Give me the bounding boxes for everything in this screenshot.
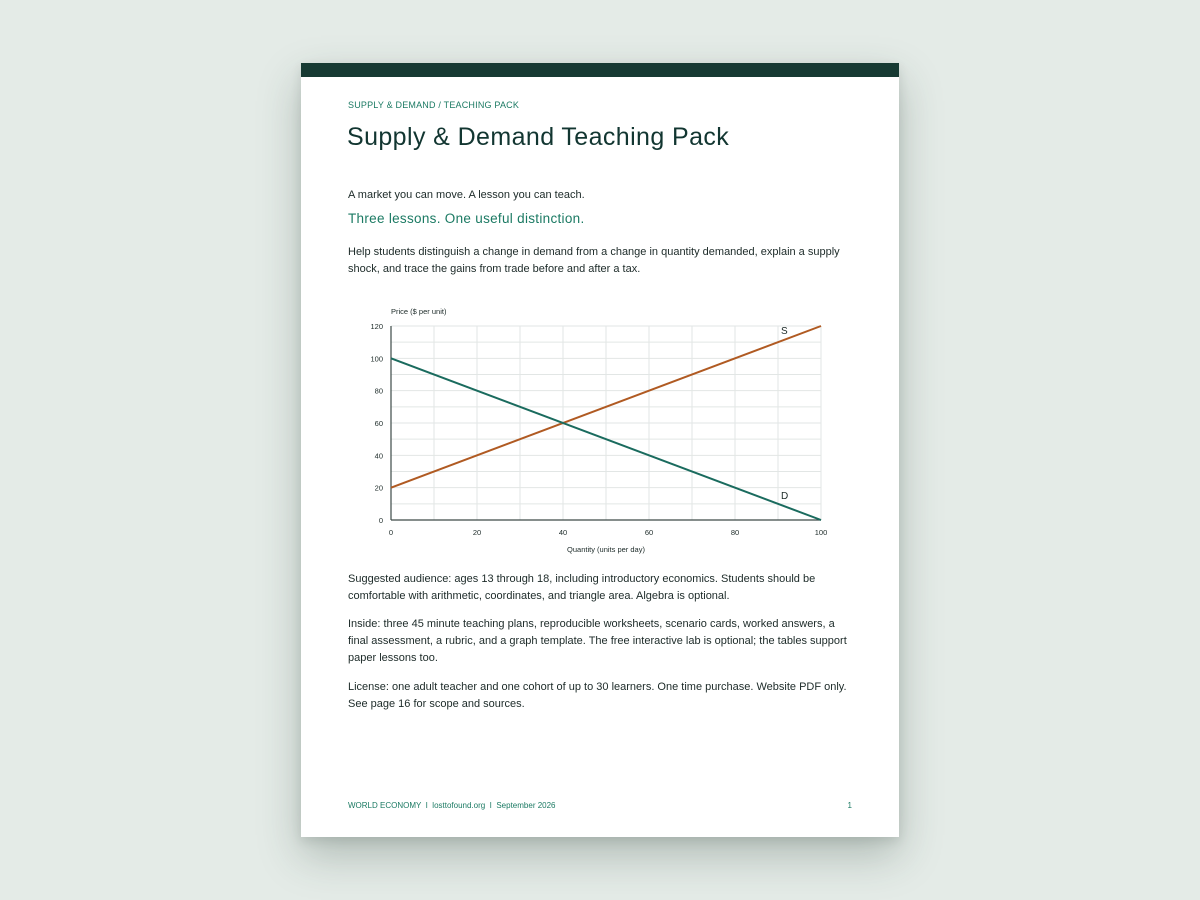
audience-paragraph: Suggested audience: ages 13 through 18, including introductory economics. Students should be comfortable with arithmetic, coordinates, and triangle area. Algebra is optional. bbox=[348, 573, 816, 602]
supply-demand-chart bbox=[341, 301, 841, 561]
x-axis-label: Quantity (units per day) bbox=[567, 545, 645, 554]
y-tick-label: 20 bbox=[374, 483, 383, 493]
y-tick-label: 40 bbox=[374, 451, 383, 461]
y-tick-label: 0 bbox=[378, 516, 383, 525]
x-tick-label: 60 bbox=[644, 528, 654, 537]
page-number: 1 bbox=[847, 801, 852, 810]
page-title: Supply & Demand Teaching Pack bbox=[347, 123, 730, 151]
y-tick-label: 120 bbox=[370, 322, 383, 331]
header-bar bbox=[301, 63, 899, 77]
x-tick-label: 40 bbox=[558, 528, 568, 537]
x-tick-label: 0 bbox=[388, 528, 394, 537]
intro-paragraph: Help students distinguish a change in demand from a change in quantity demanded, explain a supply shock, and trace the gains from trade before and after a tax. bbox=[348, 246, 840, 275]
x-tick-label: 20 bbox=[472, 528, 482, 537]
contents-paragraph: Inside: three 45 minute teaching plans, reproducible worksheets, scenario cards, worked answers, a final assessment, a rubric, and a graph template. The free interactive lab is optional; the tables support paper lessons too. bbox=[348, 618, 847, 664]
tagline: A market you can move. A lesson you can teach. bbox=[348, 189, 585, 201]
x-tick-label: 80 bbox=[730, 528, 740, 537]
series-label-s: S bbox=[781, 326, 788, 338]
y-tick-label: 80 bbox=[374, 386, 383, 396]
y-tick-label: 60 bbox=[374, 419, 383, 428]
x-tick-label: 100 bbox=[814, 528, 828, 537]
subheading: Three lessons. One useful distinction. bbox=[348, 211, 585, 226]
y-tick-label: 100 bbox=[370, 354, 383, 364]
y-axis-label: Price ($ per unit) bbox=[391, 307, 447, 316]
series-label-d: D bbox=[781, 490, 789, 502]
eyebrow-label: SUPPLY & DEMAND / TEACHING PACK bbox=[348, 100, 520, 110]
footer-text: WORLD ECONOMY I losttofound.org I September 2026 bbox=[348, 801, 556, 810]
license-paragraph: License: one adult teacher and one cohort of up to 30 learners. One time purchase. Website PDF only. See page 16 for scope and sources. bbox=[348, 681, 847, 710]
document-page bbox=[301, 63, 899, 837]
